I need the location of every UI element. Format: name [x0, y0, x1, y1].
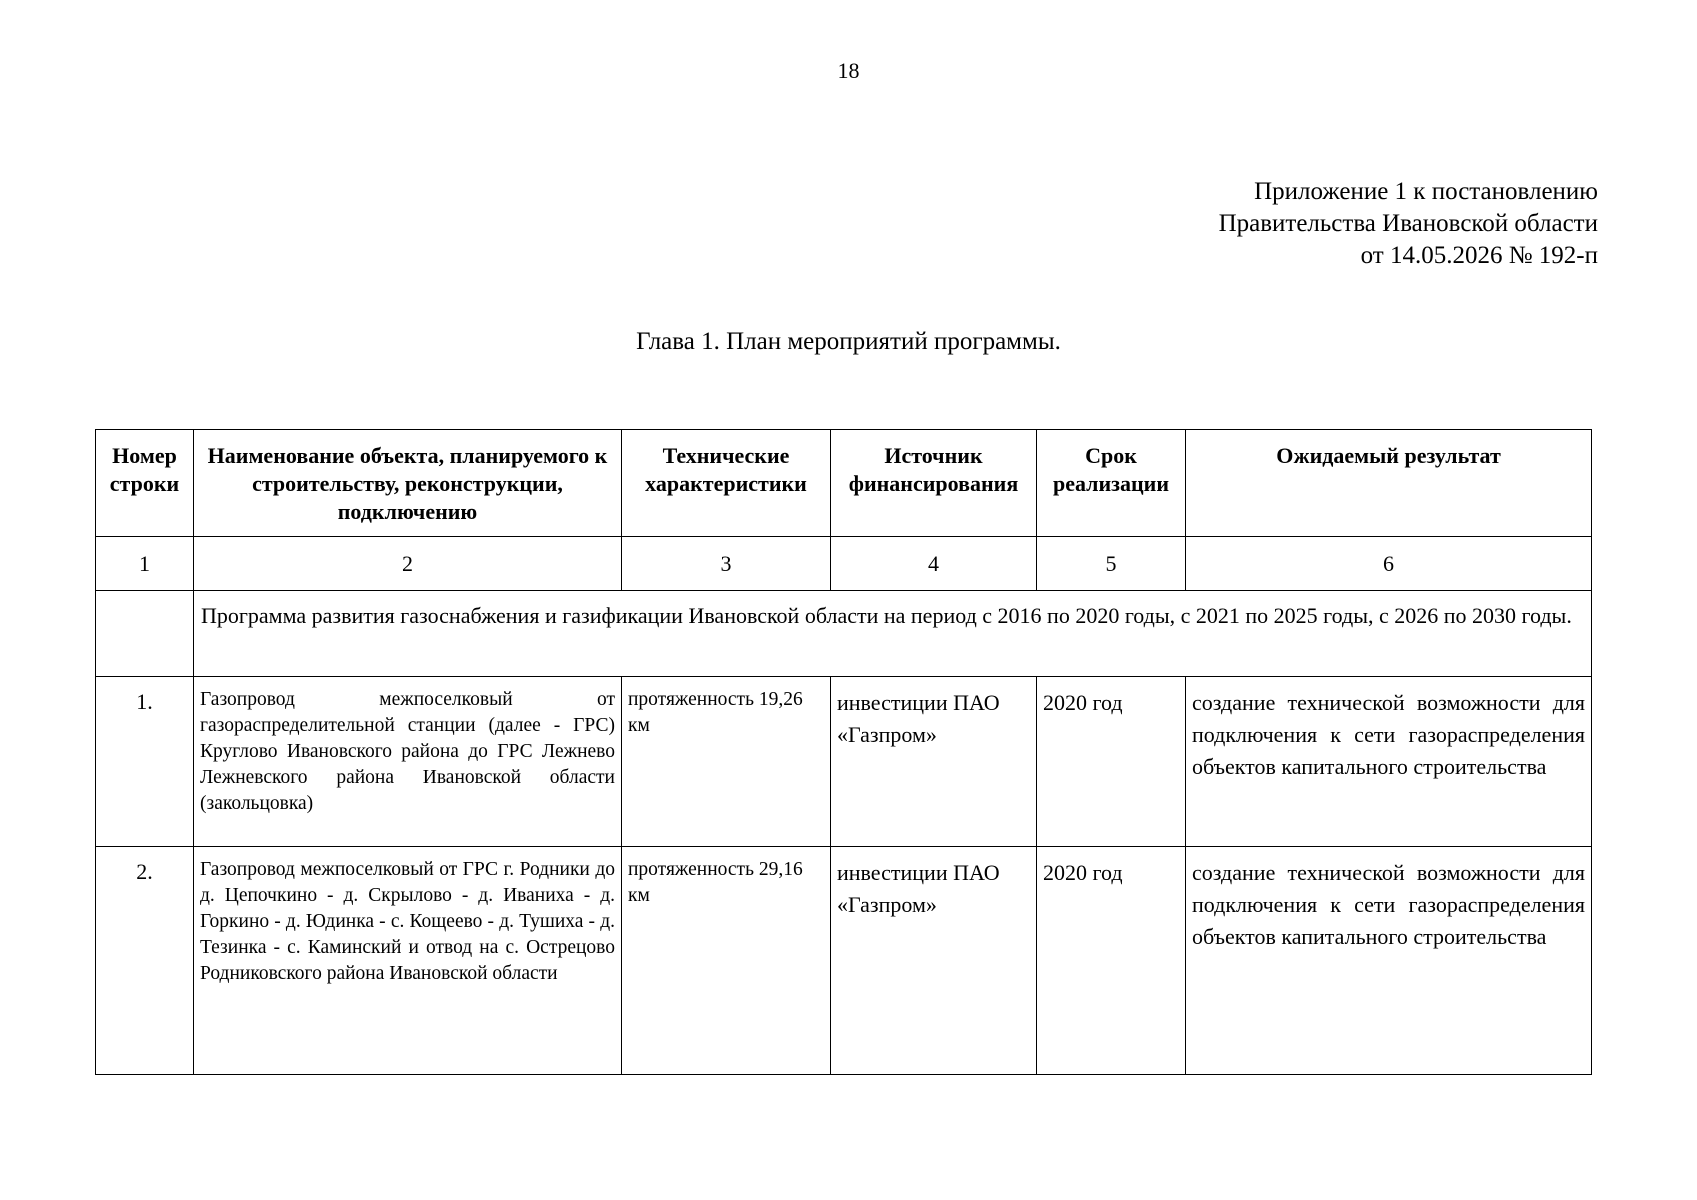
- appendix-header: [1219, 176, 1598, 272]
- table-row: [96, 847, 1592, 1075]
- header-row-number: Номер строки: [96, 430, 194, 537]
- column-number: 3: [622, 537, 831, 591]
- column-number: 5: [1037, 537, 1186, 591]
- header-funding-source: Источник финансирования: [831, 430, 1037, 537]
- funding-source: инвестиции ПАО «Газпром»: [831, 677, 1037, 847]
- header-expected-result: Ожидаемый результат: [1186, 430, 1592, 537]
- header-tech-specs: Технические характеристики: [622, 430, 831, 537]
- appendix-line-2: Правительства Ивановской области: [1218, 210, 1598, 237]
- row-number: 2.: [96, 847, 194, 1075]
- column-number: 2: [194, 537, 622, 591]
- column-number: 4: [831, 537, 1037, 591]
- object-name: Газопровод межпоселковый от газораспределительной станции (далее - ГРС) Круглово Ивановского района до ГРС Лежнево Лежневского района Ивановской области (закольцовка): [194, 677, 622, 847]
- term: 2020 год: [1037, 677, 1186, 847]
- program-title: Программа развития газоснабжения и газификации Ивановской области на период с 2016 по 2020 годы, с 2021 по 2025 годы, с 2026 по 2030 годы.: [194, 591, 1592, 677]
- term: 2020 год: [1037, 847, 1186, 1075]
- tech-specs: протяженность 29,16 км: [622, 847, 831, 1075]
- appendix-line-3: от 14.05.2026 № 192-п: [1360, 242, 1598, 269]
- plan-table: [95, 429, 1592, 1075]
- tech-specs: протяженность 19,26 км: [622, 677, 831, 847]
- header-term: Срок реализации: [1037, 430, 1186, 537]
- column-number: 6: [1186, 537, 1592, 591]
- column-number: 1: [96, 537, 194, 591]
- column-number-row: [96, 537, 1592, 591]
- table-header-row: [96, 430, 1592, 537]
- object-name: Газопровод межпоселковый от ГРС г. Родники до д. Цепочкино - д. Скрылово - д. Иваниха - д. Горкино - д. Юдинка - с. Кощеево - д. Тушиха - д. Тезинка - с. Каминский и отвод на с. Острецово Родниковского района Ивановской области: [194, 847, 622, 1075]
- program-row-empty-cell: [96, 591, 194, 677]
- table-row: [96, 677, 1592, 847]
- expected-result: создание технической возможности для подключения к сети газораспределения объектов капитального строительства: [1186, 677, 1592, 847]
- expected-result: создание технической возможности для подключения к сети газораспределения объектов капитального строительства: [1186, 847, 1592, 1075]
- chapter-title: Глава 1. План мероприятий программы.: [636, 328, 1061, 355]
- header-object-name: Наименование объекта, планируемого к строительству, реконструкции, подключению: [194, 430, 622, 537]
- row-number: 1.: [96, 677, 194, 847]
- funding-source: инвестиции ПАО «Газпром»: [831, 847, 1037, 1075]
- program-row: [96, 591, 1592, 677]
- page-number: 18: [837, 58, 860, 83]
- appendix-line-1: Приложение 1 к постановлению: [1254, 178, 1598, 205]
